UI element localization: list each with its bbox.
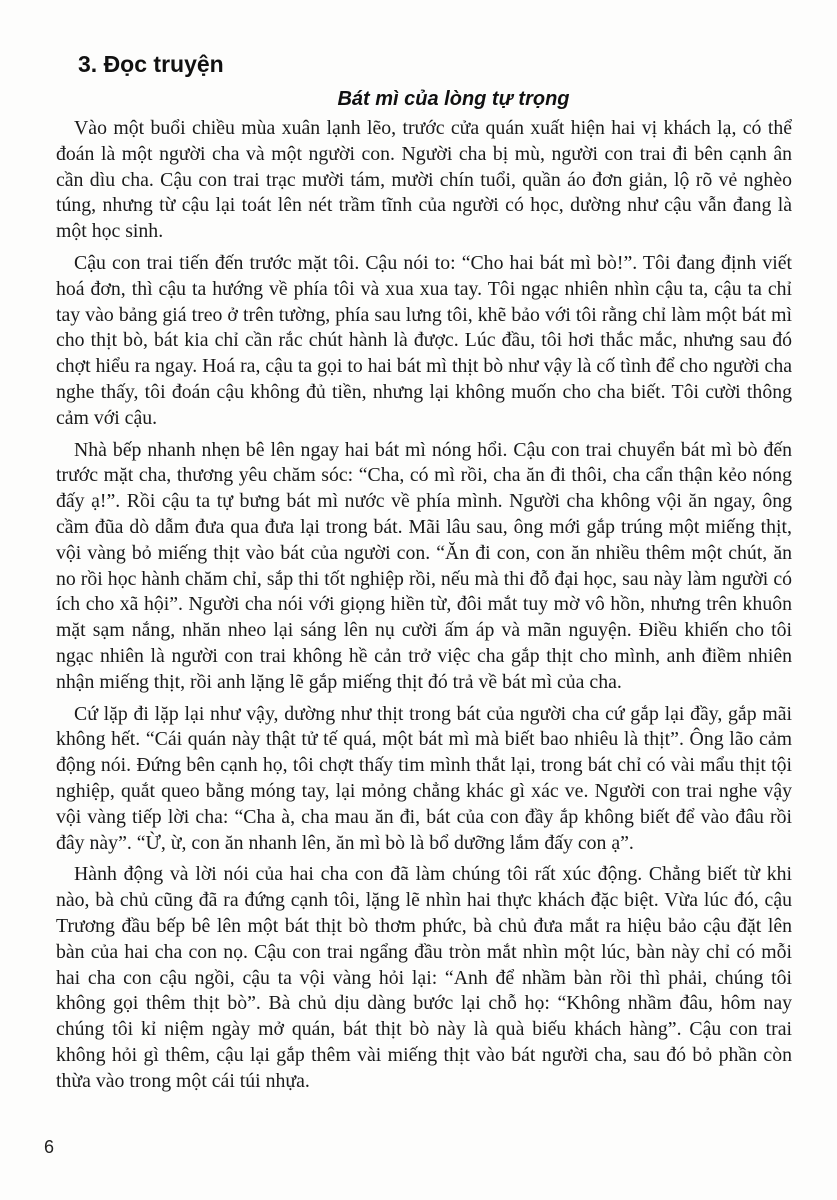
story-paragraph: Vào một buổi chiều mùa xuân lạnh lẽo, trước cửa quán xuất hiện hai vị khách lạ, có thể đoán là một người cha và một người con. Người cha bị mù, người con trai đi bên cạnh ân cần dìu cha. Cậu con trai trạc mười tám, mười chín tuổi, quần áo đơn giản, lộ rõ vẻ nghèo túng, nhưng từ cậu lại toát lên nét trầm tĩnh của người có học, dường như cậu vẫn đang là một học sinh. — [56, 117, 792, 243]
story-title: Bát mì của lòng tự trọng — [337, 88, 570, 110]
section-heading: 3. Đọc truyện — [78, 51, 224, 77]
story-body — [56, 116, 792, 1094]
page-number: 6 — [44, 1137, 55, 1157]
story-paragraph: Cứ lặp đi lặp lại như vậy, dường như thịt trong bát của người cha cứ gắp lại đầy, gắp mãi không hết. “Cái quán này thật tử tế quá, một bát mì mà biết bao nhiêu là thịt”. Ông lão cảm động nói. Đứng bên cạnh họ, tôi chợt thấy tim mình thắt lại, trong bát chỉ có vài mẩu thịt tội nghiệp, quắt queo bằng móng tay, lại mỏng chẳng khác gì xác ve. Người con trai nghe vậy vội vàng tiếp lời cha: “Cha à, cha mau ăn đi, bát của con đầy ắp không biết để vào đâu rồi đây này”. “Ừ, ừ, con ăn nhanh lên, ăn mì bò là bổ dưỡng lắm đấy con ạ”. — [56, 702, 792, 854]
story-paragraph: Nhà bếp nhanh nhẹn bê lên ngay hai bát mì nóng hổi. Cậu con trai chuyển bát mì bò đến trước mặt cha, thương yêu chăm sóc: “Cha, có mì rồi, cha ăn đi thôi, cha cẩn thận kẻo nóng đấy ạ!”. Rồi cậu ta tự bưng bát mì nước về phía mình. Người cha không vội ăn ngay, ông cầm đũa dò dẫm đưa qua đưa lại trong bát. Mãi lâu sau, ông mới gắp trúng một miếng thịt, vội vàng bỏ miếng thịt vào bát của người con. “Ăn đi con, con ăn nhiều thêm một chút, ăn no rồi học hành chăm chỉ, sắp thi tốt nghiệp rồi, nếu mà thi đỗ đại học, sau này làm người có ích cho xã hội”. Người cha nói với giọng hiền từ, đôi mắt tuy mờ vô hồn, nhưng trên khuôn mặt sạm nắng, nhăn nheo lại sáng lên nụ cười ấm áp và mãn nguyện. Điều khiến cho tôi ngạc nhiên là người con trai không hề cản trở việc cha gắp thịt cho mình, anh điềm nhiên nhận miếng thịt, rồi anh lặng lẽ gắp miếng thịt đó trả về bát mì của cha. — [56, 438, 792, 693]
story-paragraph: Cậu con trai tiến đến trước mặt tôi. Cậu nói to: “Cho hai bát mì bò!”. Tôi đang định viết hoá đơn, thì cậu ta hướng về phía tôi và xua xua tay. Tôi ngạc nhiên nhìn cậu ta, cậu ta chỉ tay vào bảng giá treo ở trên tường, phía sau lưng tôi, khẽ bảo với tôi rằng chỉ làm một bát mì cho thịt bò, bát kia chỉ cần rắc chút hành là được. Lúc đầu, tôi hơi thắc mắc, nhưng sau đó chợt hiểu ra ngay. Hoá ra, cậu ta gọi to hai bát mì thịt bò như vậy là cố tình để cho người cha nghe thấy, tôi đoán cậu không đủ tiền, nhưng lại không muốn cho cha biết. Tôi cười thông cảm với cậu. — [56, 251, 792, 429]
story-paragraph: Hành động và lời nói của hai cha con đã làm chúng tôi rất xúc động. Chẳng biết từ khi nào, bà chủ cũng đã ra đứng cạnh tôi, lặng lẽ nhìn hai thực khách đặc biệt. Vừa lúc đó, cậu Trương đầu bếp bê lên một bát thịt bò thơm phức, bà chủ đưa mắt ra hiệu bảo cậu đặt lên bàn của hai cha con nọ. Cậu con trai ngẩng đầu tròn mắt nhìn một lúc, bàn này chỉ có mỗi hai cha con cậu ngồi, cậu ta vội vàng hỏi lại: “Anh để nhầm bàn rồi thì phải, chúng tôi không gọi thêm thịt bò”. Bà chủ dịu dàng bước lại chỗ họ: “Không nhầm đâu, hôm nay chúng tôi kỉ niệm ngày mở quán, bát thịt bò này là quà biếu khách hàng”. Cậu con trai không hỏi gì thêm, cậu lại gắp thêm vài miếng thịt vào bát người cha, sau đó bỏ phần còn thừa vào trong một cái túi nhựa. — [56, 863, 792, 1092]
